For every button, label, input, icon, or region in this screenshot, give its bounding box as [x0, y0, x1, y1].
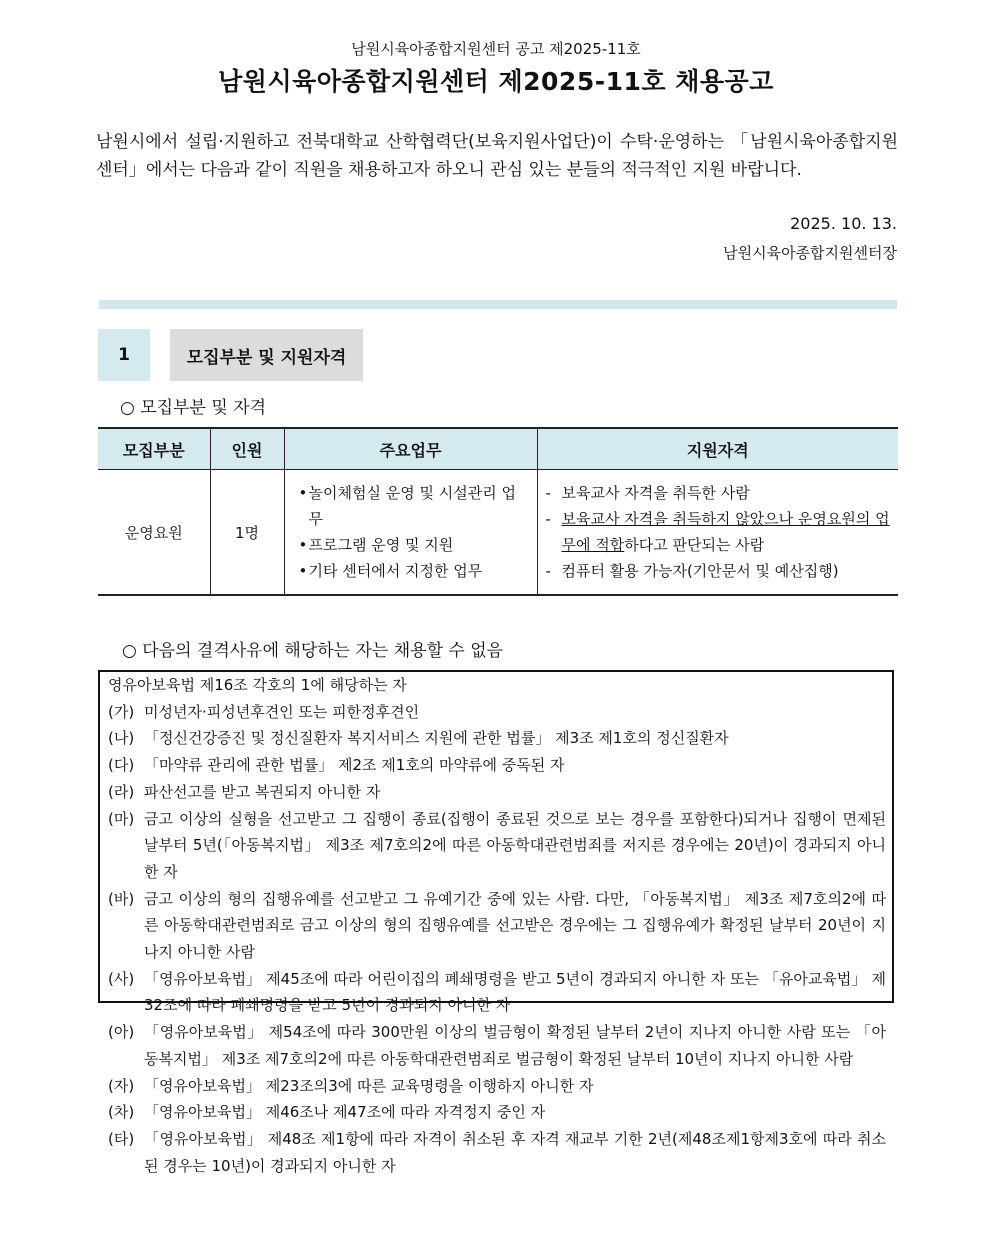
underlined-text: 보육교사 자격을 취득하지 않았으나 운영요원의 업무에 적합: [561, 510, 890, 554]
list-item: [108, 779, 886, 806]
list-item: [108, 886, 886, 966]
header-position: 모집부분: [98, 428, 210, 470]
section-divider: [99, 300, 897, 309]
page-title: 남원시육아종합지원센터 제2025-11호 채용공고: [218, 67, 774, 96]
cell-position: 운영요원: [98, 470, 210, 596]
list-item: [108, 699, 886, 726]
item-marker: (다): [108, 756, 135, 775]
item-text: 「영유아보육법」 제23조의3에 따른 교육명령을 이행하지 아니한 자: [144, 1076, 594, 1095]
item-marker: (타): [108, 1129, 135, 1148]
sub-heading-positions: ○ 모집부분 및 자격: [120, 398, 266, 418]
notice-date: 2025. 10. 13.: [790, 214, 897, 233]
jobs-table: [98, 427, 898, 596]
cell-count: 1명: [210, 470, 284, 596]
list-item: [108, 966, 886, 1019]
item-text: 미성년자·피성년후견인 또는 피한정후견인: [144, 702, 420, 721]
list-item: [108, 1073, 886, 1100]
cell-duties: [284, 470, 537, 596]
item-text: 「영유아보육법」 제48조 제1항에 따라 자격이 취소된 후 자격 재교부 기한 2년(제48조제1항제3호에 따라 취소된 경우는 10년)이 경과되지 아니한 자: [144, 1129, 886, 1175]
list-item: [108, 1099, 886, 1126]
item-marker: (바): [108, 889, 135, 908]
list-item: • 프로그램 운영 및 지원: [299, 532, 529, 558]
sub-heading-disqualification: ○ 다음의 결격사유에 해당하는 자는 채용할 수 없음: [122, 641, 504, 661]
list-item: - 컴퓨터 활용 가능자(기안문서 및 예산집행): [546, 558, 891, 584]
table-row: [98, 470, 898, 596]
section-number: 1: [98, 329, 150, 381]
duties-list: [285, 480, 537, 584]
item-marker: (자): [108, 1076, 135, 1095]
item-marker: (나): [108, 729, 135, 748]
list-item: [108, 725, 886, 752]
disqualification-box: [98, 670, 894, 1175]
item-marker: (사): [108, 969, 135, 988]
list-item: • 기타 센터에서 지정한 업무: [299, 558, 529, 584]
list-item: [546, 506, 891, 558]
list-item: • 놀이체험실 운영 및 시설관리 업무: [299, 480, 529, 532]
notice-number: 남원시육아종합지원센터 공고 제2025-11호: [351, 40, 641, 58]
list-item: [108, 1019, 886, 1072]
header-duties: 주요업무: [284, 428, 537, 470]
item-text: 「마약류 관리에 관한 법률」 제2조 제1호의 마약류에 중독된 자: [144, 756, 565, 775]
item-text: 금고 이상의 형의 집행유예를 선고받고 그 유예기간 중에 있는 사람. 다만, 「아동복지법」 제3조 제7호의2에 따른 아동학대관련범죄로 금고 이상의 형의 집행유예를 선고받은 경우에는 그 집행유예가 확정된 날부터 20년이 지나지 아니한 사람: [144, 889, 886, 962]
item-marker: (가): [108, 702, 135, 721]
disqualification-lead: 영유아보육법 제16조 각호의 1에 해당하는 자: [108, 676, 407, 694]
qualifications-list: [538, 480, 899, 584]
item-marker: (마): [108, 809, 135, 828]
list-item: [108, 752, 886, 779]
header-count: 인원: [210, 428, 284, 470]
item-text: 파산선고를 받고 복권되지 아니한 자: [144, 782, 381, 801]
intro-text: 남원시에서 설립·지원하고 전북대학교 산학협력단(보육지원사업단)이 수탁·운영하는 「남원시육아종합지원센터」에서는 다음과 같이 직원을 채용하고자 하오니 관심 있는 분들의 적극적인 지원 바랍니다.: [96, 132, 898, 180]
section-title: 모집부분 및 지원자격: [170, 329, 363, 381]
signature: 남원시육아종합지원센터장: [723, 244, 897, 262]
intro-paragraph: [96, 128, 898, 184]
item-text: 「영유아보육법」 제46조나 제47조에 따라 자격정지 중인 자: [144, 1103, 546, 1122]
item-text: 「영유아보육법」 제54조에 따라 300만원 이상의 벌금형이 확정된 날부터 2년이 지나지 아니한 사람 또는 「아동복지법」 제3조 제7호의2에 따른 아동학대관련범죄로 벌금형이 확정된 날부터 10년이 지나지 아니한 사람: [144, 1023, 886, 1068]
item-text: 「영유아보육법」 제45조에 따라 어린이집의 폐쇄명령을 받고 5년이 경과되지 아니한 자 또는 「유아교육법」 제32조에 따라 폐쇄명령을 받고 5년이 경과되지 아니한 자: [144, 969, 886, 1015]
item-marker: (차): [108, 1103, 135, 1122]
item-text: 「정신건강증진 및 정신질환자 복지서비스 지원에 관한 법률」 제3조 제1호의 정신질환자: [144, 729, 729, 748]
list-item: [108, 806, 886, 886]
header-qualifications: 지원자격: [537, 428, 898, 470]
item-marker: (라): [108, 782, 135, 801]
item-marker: (아): [108, 1023, 135, 1042]
list-item: - 보육교사 자격을 취득한 사람: [546, 480, 891, 506]
plain-text: 하다고 판단되는 사람: [624, 536, 765, 554]
item-text: 금고 이상의 실형을 선고받고 그 집행이 종료(집행이 종료된 것으로 보는 경우를 포함한다)되거나 집행이 면제된 날부터 5년(「아동복지법」 제3조 제7호의2에 따른 아동학대관련범죄를 저지른 경우에는 20년)이 경과되지 아니한 자: [144, 809, 886, 881]
table-header-row: [98, 428, 898, 470]
cell-qualifications: [537, 470, 898, 596]
list-item: [108, 1126, 886, 1179]
